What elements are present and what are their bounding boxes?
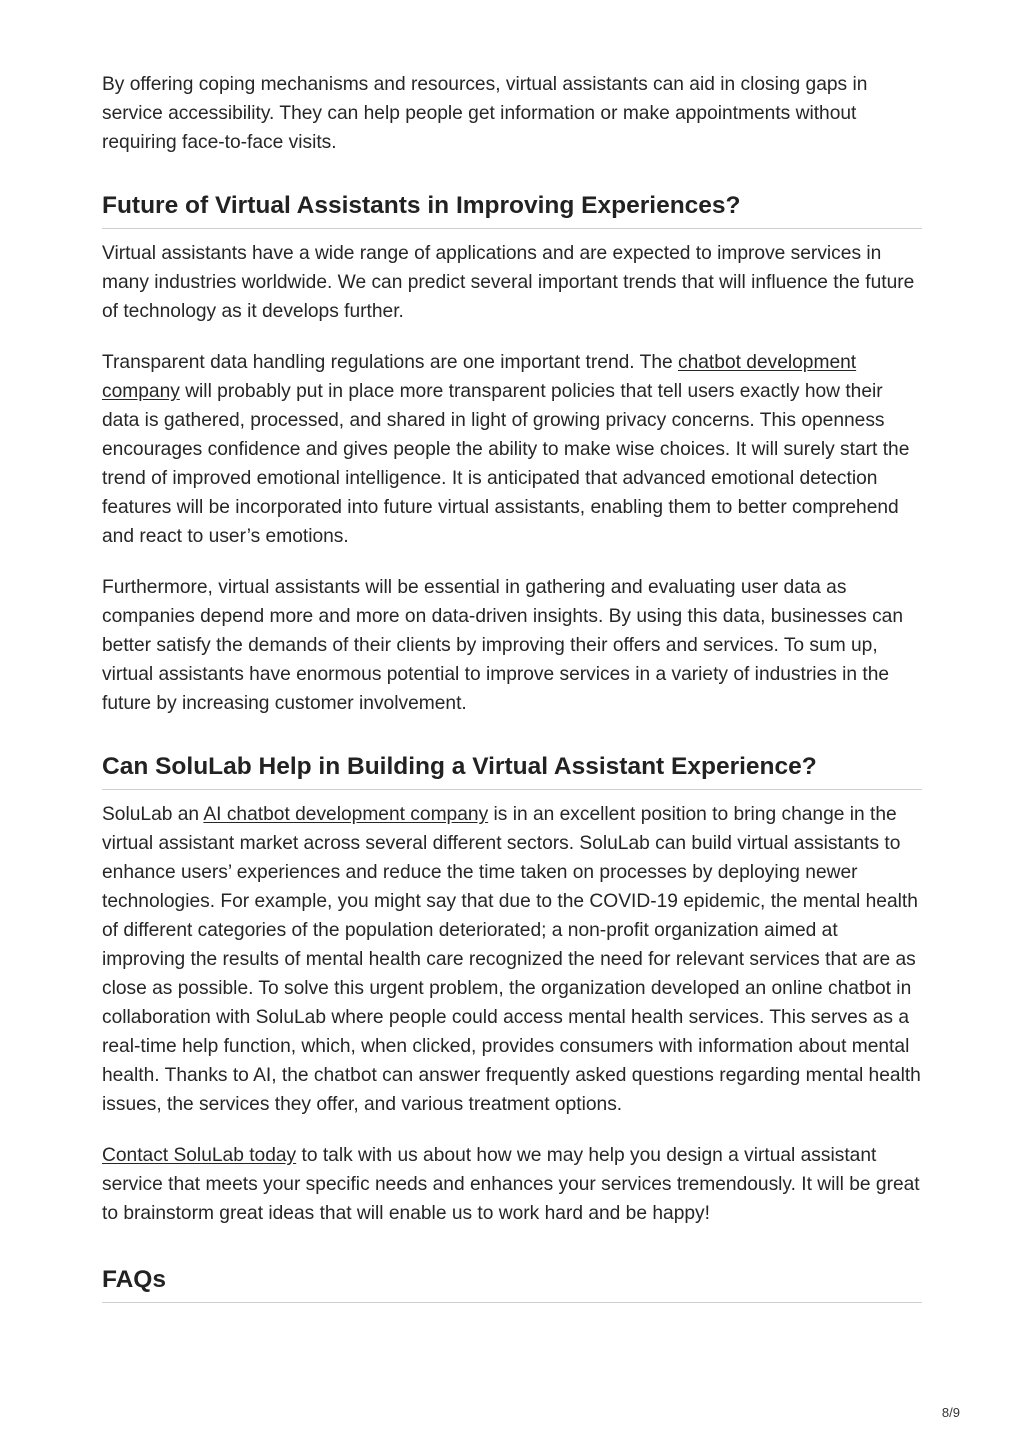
faqs-heading: FAQs [102,1265,922,1303]
chatbot-development-company-link[interactable]: chatbot development company [102,352,857,402]
future-paragraph-2-text-after: will probably put in place more transparent policies that tell users exactly how their data is gathered, processed, and shared in light of growing privacy concerns. This openness encourages confidence and gives people the ability to make wise choices. It will surely start the trend of improved emotional intelligence. It is anticipated that advanced emotional detection features will be incorporated into future virtual assistants, enabling them to better comprehend and react to user’s emotions. [102,381,910,547]
intro-paragraph [102,70,922,157]
future-heading: Future of Virtual Assistants in Improving Experiences? [102,191,922,229]
future-paragraph-2 [102,348,922,551]
intro-paragraph-text: By offering coping mechanisms and resources, virtual assistants can aid in closing gaps in service accessibility. They can help people get information or make appointments without requiring face-to-face visits. [102,74,868,153]
solulab-heading: Can SoluLab Help in Building a Virtual Assistant Experience? [102,752,922,790]
solulab-paragraph-1-text-before: SoluLab an [102,804,204,825]
future-paragraph-3 [102,573,922,718]
document-page [102,70,922,1313]
solulab-paragraph-1-text-after: is in an excellent position to bring change in the virtual assistant market across several different sectors. SoluLab can build virtual assistants to enhance users’ experiences and reduce the time taken on processes by deploying newer technologies. For example, you might say that due to the COVID-19 epidemic, the mental health of different categories of the population deteriorated; a non-profit organization aimed at improving the results of mental health care recognized the need for relevant services that are as close as possible. To solve this urgent problem, the organization developed an online chatbot in collaboration with SoluLab where people could access mental health services. This serves as a real-time help function, which, when clicked, provides consumers with information about mental health. Thanks to AI, the chatbot can answer frequently asked questions regarding mental health issues, the services they offer, and various treatment options. [102,804,921,1115]
contact-solulab-link[interactable]: Contact SoluLab today [102,1145,297,1166]
future-paragraph-1-text: Virtual assistants have a wide range of applications and are expected to improve services in many industries worldwide. We can predict several important trends that will influence the future of technology as it develops further. [102,243,915,322]
future-paragraph-2-text-before: Transparent data handling regulations are one important trend. The [102,352,678,373]
solulab-paragraph-1 [102,800,922,1119]
solulab-paragraph-2-text-after: to talk with us about how we may help you design a virtual assistant service that meets your specific needs and enhances your services tremendously. It will be great to brainstorm great ideas that will enable us to work hard and be happy! [102,1145,920,1224]
ai-chatbot-development-company-link[interactable]: AI chatbot development company [203,804,489,825]
page-number: 8/9 [941,1405,960,1420]
solulab-paragraph-2 [102,1141,922,1228]
future-paragraph-3-text: Furthermore, virtual assistants will be essential in gathering and evaluating user data as companies depend more and more on data-driven insights. By using this data, businesses can better satisfy the demands of their clients by improving their offers and services. To sum up, virtual assistants have enormous potential to improve services in a variety of industries in the future by increasing customer involvement. [102,577,904,714]
future-paragraph-1 [102,239,922,326]
